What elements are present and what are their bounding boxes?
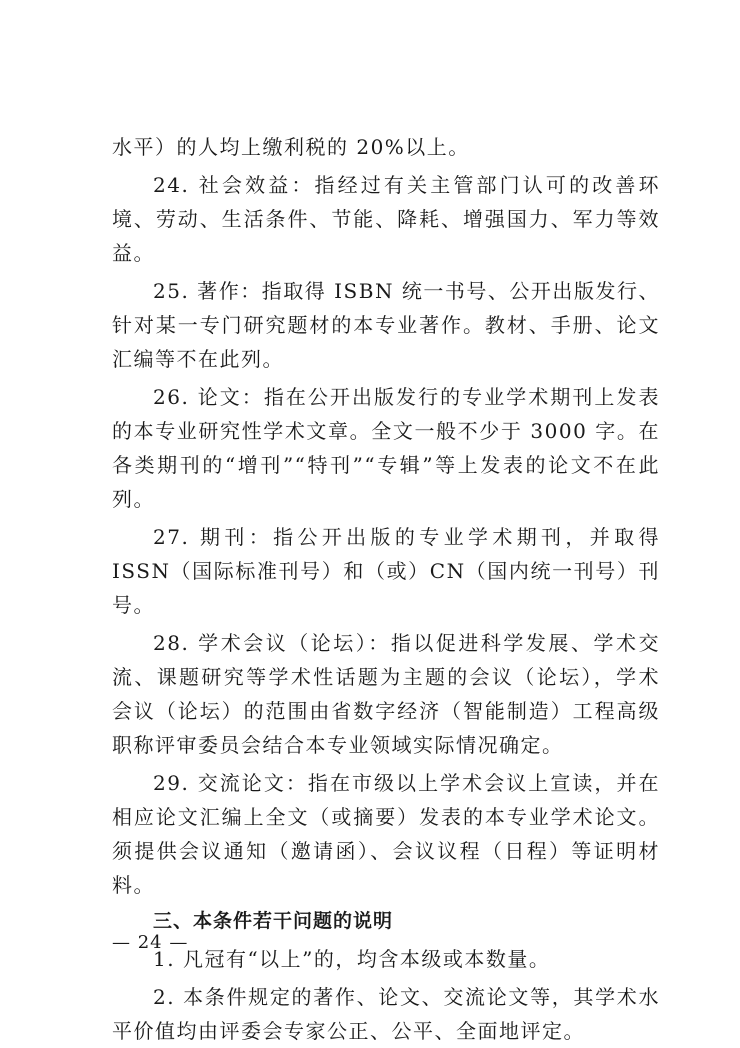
paragraph-paper: 26. 论文：指在公开出版发行的专业学术期刊上发表的本专业研究性学术文章。全文一般不少于 3000 字。在各类期刊的“增刊”“特刊”“专辑”等上发表的论文不在此列。: [112, 385, 660, 511]
paragraph-continuation: 水平）的人均上缴利税的 20%以上。: [112, 135, 470, 159]
paragraph-journal: 27. 期刊：指公开出版的专业学术期刊，并取得 ISSN（国际标准刊号）和（或）CN（国内统一刊号）刊号。: [112, 525, 660, 617]
paragraph-academic-conference: 28. 学术会议（论坛）：指以促进科学发展、学术交流、课题研究等学术性话题为主题的会议（论坛），学术会议（论坛）的范围由省数字经济（智能制造）工程高级职称评审委员会结合本专业领域实际情况确定。: [112, 631, 660, 757]
note-item-1: 1. 凡冠有“以上”的，均含本级或本数量。: [153, 947, 551, 971]
paragraph-exchange-paper: 29. 交流论文：指在市级以上学术会议上宣读，并在相应论文汇编上全文（或摘要）发表的本专业学术论文。须提供会议通知（邀请函）、会议议程（日程）等证明材料。: [112, 771, 660, 897]
section-heading: 三、本条件若干问题的说明: [153, 910, 394, 932]
paragraph-monograph: 25. 著作：指取得 ISBN 统一书号、公开出版发行、针对某一专门研究题材的本专业著作。教材、手册、论文汇编等不在此列。: [112, 279, 660, 371]
paragraph-social-benefit: 24. 社会效益：指经过有关主管部门认可的改善环境、劳动、生活条件、节能、降耗、增强国力、军力等效益。: [112, 173, 660, 265]
document-body: [112, 130, 660, 1048]
page-number: — 24 —: [112, 932, 189, 953]
note-item-2: 2. 本条件规定的著作、论文、交流论文等，其学术水平价值均由评委会专家公正、公平、全面地评定。: [112, 985, 660, 1043]
